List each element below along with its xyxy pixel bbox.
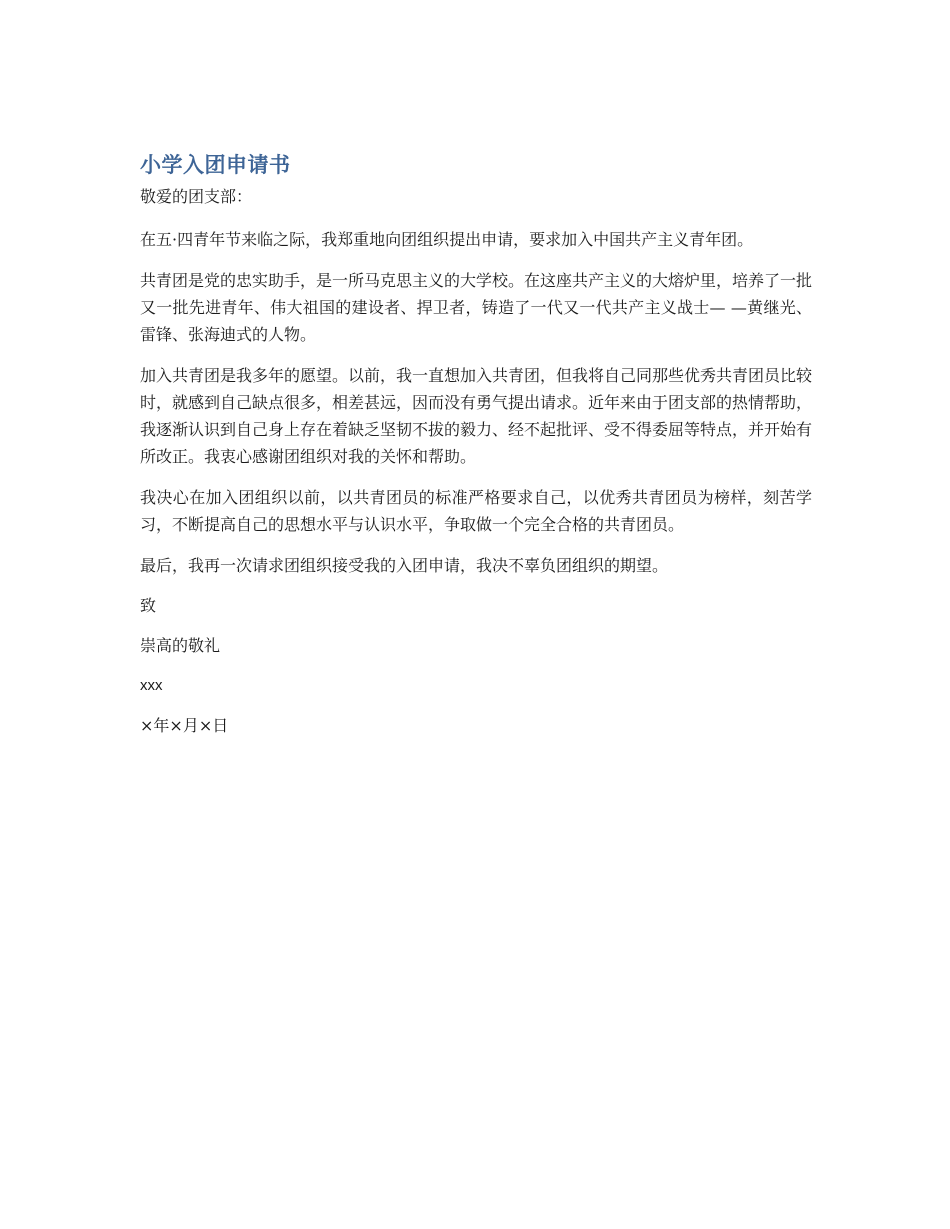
date: ×年×月×日 <box>140 716 229 735</box>
paragraph-1: 在五·四青年节来临之际，我郑重地向团组织提出申请，要求加入中国共产主义青年团。 <box>140 230 754 249</box>
closing-to: 致 <box>140 596 157 615</box>
paragraph-5: 最后，我再一次请求团组织接受我的入团申请，我决不辜负团组织的期望。 <box>140 556 669 575</box>
salutation: 敬爱的团支部： <box>140 187 253 206</box>
document-title: 小学入团申请书 <box>140 153 291 177</box>
paragraph-3: 加入共青团是我多年的愿望。以前，我一直想加入共青团，但我将自己同那些优秀共青团员比较时，就感到自己缺点很多，相差甚远，因而没有勇气提出请求。近年来由于团支部的热情帮助，我逐渐认识到自己身上存在着缺乏坚韧不拔的毅力、经不起批评、受不得委屈等特点，并开始有所改正。我衷心感谢团组织对我的关怀和帮助。 <box>140 366 813 466</box>
document-page <box>140 150 812 753</box>
paragraph-4: 我决心在加入团组织以前，以共青团员的标准严格要求自己，以优秀共青团员为榜样，刻苦学习，不断提高自己的思想水平与认识水平，争取做一个完全合格的共青团员。 <box>140 488 812 534</box>
closing-regards: 崇高的敬礼 <box>140 636 221 655</box>
signature: xxx <box>140 677 163 694</box>
paragraph-2: 共青团是党的忠实助手，是一所马克思主义的大学校。在这座共产主义的大熔炉里，培养了一批又一批先进青年、伟大祖国的建设者、捍卫者，铸造了一代又一代共产主义战士— —黄继光、雷锋、张海迪式的人物。 <box>140 271 813 344</box>
